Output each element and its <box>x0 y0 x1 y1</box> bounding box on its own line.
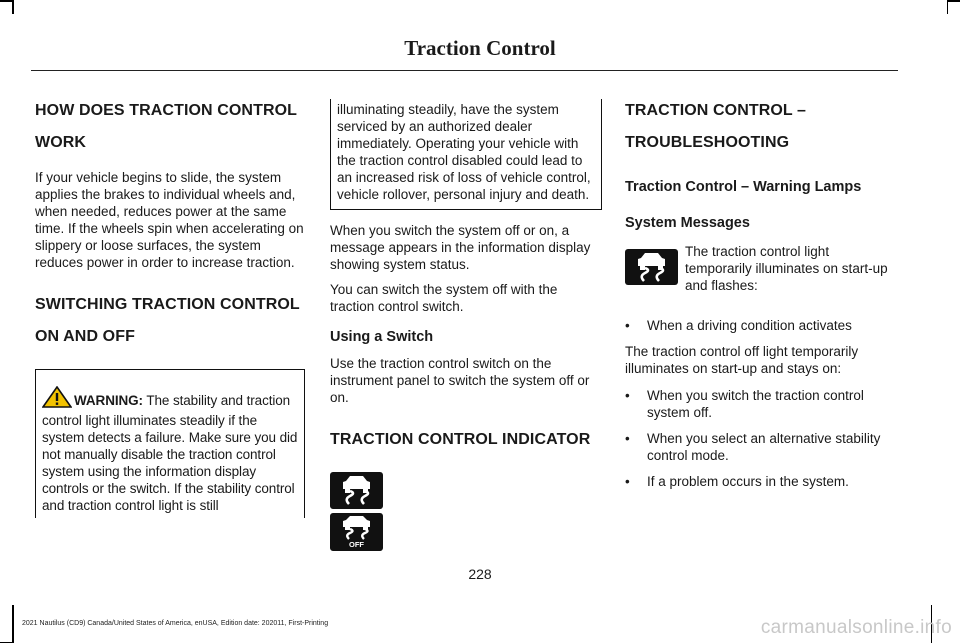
bullet-list <box>625 317 897 334</box>
heading-line: TRACTION CONTROL – <box>625 102 807 119</box>
heading-switching <box>35 293 305 357</box>
list-item: • When you select an alternative stability control mode. <box>625 431 881 463</box>
lamp-description <box>625 243 897 305</box>
crop-mark <box>947 0 949 14</box>
warning-label: WARNING: <box>74 393 143 408</box>
page-number: 228 <box>468 566 492 582</box>
column-2 <box>330 99 602 551</box>
warning-text: The stability and traction control light illuminates steadily if the system detects a failure. Make sure you did not manually disable the traction control system using the information display controls or the switch. If the stability control and traction control light is still <box>42 393 298 513</box>
heading-line: HOW DOES TRACTION CONTROL <box>35 102 298 119</box>
warning-box-continued <box>330 99 602 210</box>
paragraph-system-status: When you switch the system off or on, a message appears in the information display showing system status. <box>330 223 591 272</box>
heading-line: SWITCHING TRACTION CONTROL <box>35 296 300 313</box>
traction-control-icon <box>625 249 678 285</box>
heading-line: TROUBLESHOOTING <box>625 134 790 151</box>
column-1 <box>35 99 305 518</box>
heading-how-traction-works <box>35 99 305 163</box>
crop-mark <box>12 605 14 643</box>
warning-triangle-icon <box>42 386 72 412</box>
heading-line: ON AND OFF <box>35 328 135 345</box>
paragraph-how-it-works: If your vehicle begins to slide, the system applies the brakes to individual wheels and, when needed, reduces power at the same time. If the wheels spin when accelerating on slippery or loose surfaces, the system reduces power in order to increase traction. <box>35 170 304 270</box>
crop-mark <box>948 0 960 2</box>
bullet-icon: • <box>625 388 630 403</box>
off-label: OFF <box>349 540 364 549</box>
heading-using-switch: Using a Switch <box>330 329 434 345</box>
list-item: • When you switch the traction control system off. <box>625 388 864 420</box>
paragraph-off-light: The traction control off light temporarily illuminates on start-up and stays on: <box>625 344 859 376</box>
traction-control-icon <box>330 472 383 509</box>
heading-line: WORK <box>35 134 87 151</box>
paragraph-switch-off: You can switch the system off with the traction control switch. <box>330 282 558 314</box>
edition-footer: 2021 Nautilus (CD9) Canada/United States of America, enUSA, Edition date: 202011, First-Printing <box>22 620 329 627</box>
list-item: • If a problem occurs in the system. <box>625 474 849 489</box>
column-3 <box>625 99 897 499</box>
heading-system-messages: System Messages <box>625 215 750 231</box>
page-title: Traction Control <box>404 36 556 60</box>
bullet-list <box>625 387 897 490</box>
bullet-icon: • <box>625 431 630 446</box>
crop-mark <box>12 0 14 14</box>
heading-warning-lamps: Traction Control – Warning Lamps <box>625 179 862 195</box>
warning-box <box>35 369 305 518</box>
traction-control-off-icon <box>330 513 383 551</box>
heading-traction-indicator: TRACTION CONTROL INDICATOR <box>330 431 591 448</box>
watermark: carmanualsonline.info <box>760 617 952 638</box>
crop-mark <box>0 0 12 2</box>
heading-troubleshooting <box>625 99 897 163</box>
lamp-text: The traction control light temporarily illuminates on start-up and flashes: <box>685 244 888 293</box>
list-item: • When a driving condition activates <box>625 318 852 333</box>
warning-text-continued: illuminating steadily, have the system serviced by an authorized dealer immediately. Operating your vehicle with the traction control disabled could lead to an increased risk of loss of vehicle control, vehicle rollover, personal injury and death. <box>337 102 591 202</box>
bullet-icon: • <box>625 474 630 489</box>
bullet-icon: • <box>625 318 630 333</box>
title-divider <box>31 70 898 71</box>
paragraph-use-switch: Use the traction control switch on the instrument panel to switch the system off or on. <box>330 356 590 405</box>
